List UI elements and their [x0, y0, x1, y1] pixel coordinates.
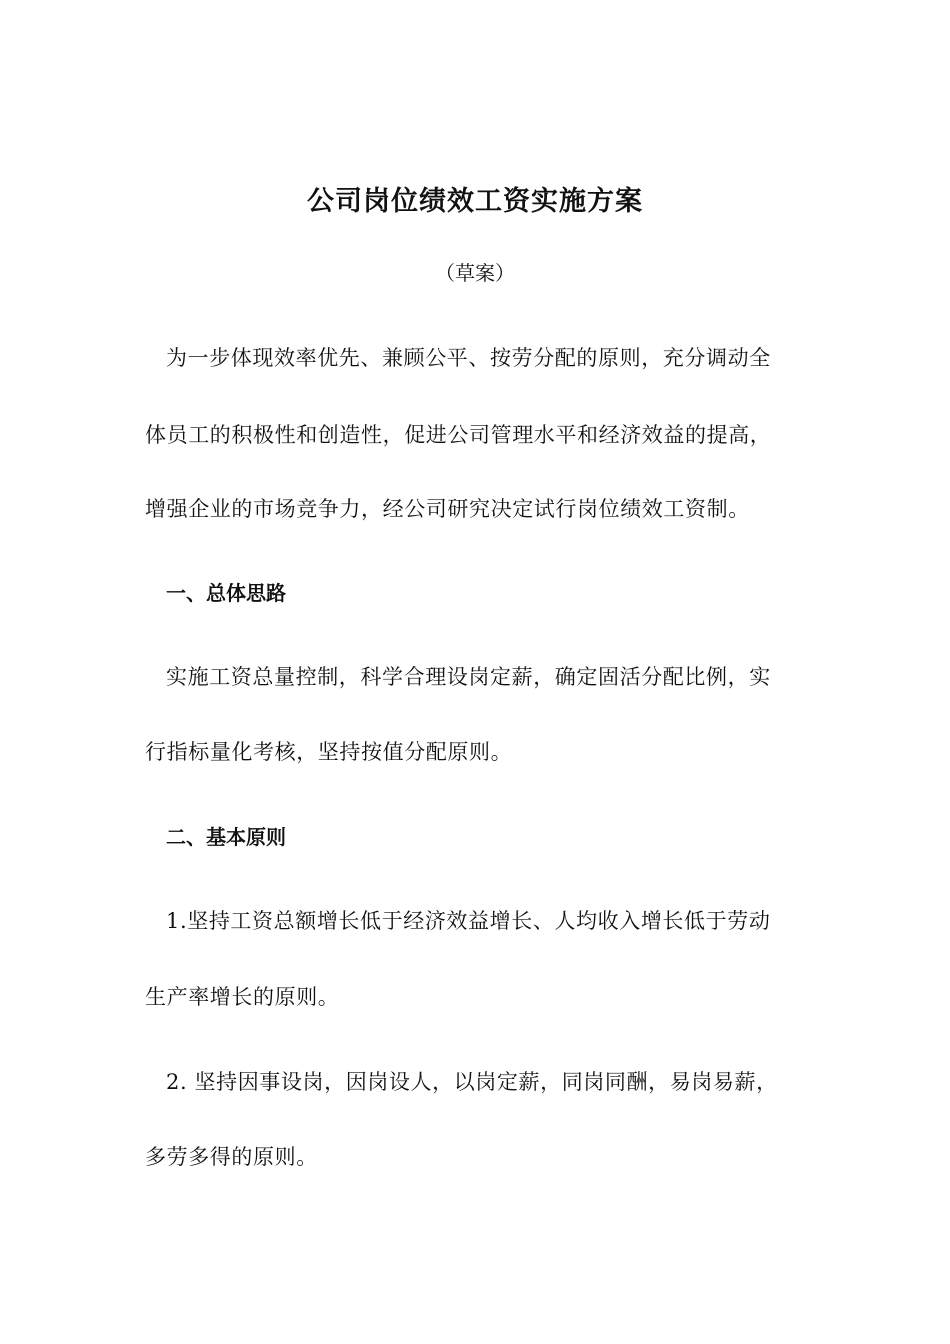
intro-line-2: 体员工的积极性和创造性，促进公司管理水平和经济效益的提高，	[145, 423, 772, 447]
section1-line-1: 实施工资总量控制，科学合理设岗定薪，确定固活分配比例，实	[166, 665, 771, 689]
principle-2-line-1: 2. 坚持因事设岗，因岗设人，以岗定薪，同岗同酬，易岗易薪，	[166, 1070, 778, 1094]
principle-1-line-2: 生产率增长的原则。	[145, 985, 340, 1009]
intro-line-1: 为一步体现效率优先、兼顾公平、按劳分配的原则，充分调动全	[166, 346, 771, 370]
intro-line-3: 增强企业的市场竞争力，经公司研究决定试行岗位绩效工资制。	[145, 497, 750, 521]
document-title: 公司岗位绩效工资实施方案	[307, 186, 643, 217]
principle-2-line-2: 多劳多得的原则。	[145, 1145, 318, 1169]
section-heading-basic-principles: 二、基本原则	[166, 825, 286, 849]
section1-line-2: 行指标量化考核，坚持按值分配原则。	[145, 740, 513, 764]
document-subtitle: （草案）	[435, 261, 515, 285]
section-heading-overall-approach: 一、总体思路	[166, 581, 286, 605]
principle-1-line-1: 1.坚持工资总额增长低于经济效益增长、人均收入增长低于劳动	[166, 909, 771, 933]
